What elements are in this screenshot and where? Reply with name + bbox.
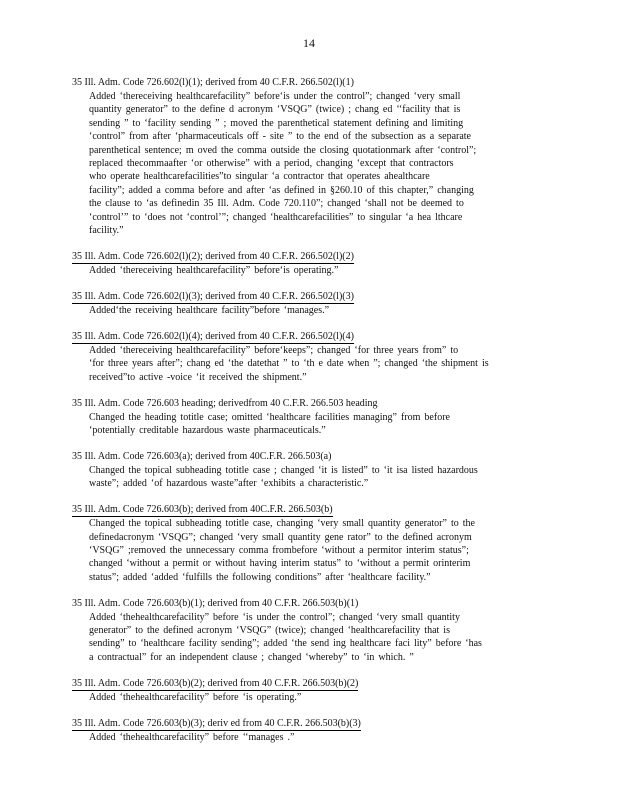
change-description <box>72 304 542 317</box>
description-line: ‘control’” to ‘does not ‘control’”; changed ‘healthcarefacilities” to singular ‘a hea lthcare <box>89 211 463 223</box>
change-description <box>72 611 542 665</box>
citation-line: 35 Ill. Adm. Code 726.603(b)(1); derived from 40 C.F.R. 266.503(b)(1) <box>72 597 359 609</box>
description-line: Added ‘thereceiving healthcarefacility” before‘is under the control”; changed ‘very small <box>89 91 461 102</box>
description-line: sending ” to ‘facility sending ” ; moved the parenthetical statement defining and limiting <box>89 117 464 129</box>
description-line: ‘control” from after ‘pharmaceuticals off - site ” to the end of the subsection as a separate <box>89 131 471 143</box>
description-line: replaced thecommaafter ‘or otherwise” with a period, changing ‘except that contractors <box>89 158 454 170</box>
description-line: Added ‘thehealthcarefacility” before ‘is operating.” <box>89 691 302 703</box>
citation-line: 35 Ill. Adm. Code 726.602(l)(1); derived from 40 C.F.R. 266.502(l)(1) <box>72 77 354 88</box>
description-line: Added ‘thereceiving healthcarefacility” before‘is operating.” <box>89 264 339 276</box>
description-line: the clause to ‘as definedin 35 Ill. Adm. Code 720.110”; changed ‘shall not be deemed to <box>89 198 464 210</box>
description-line: generator” to the defined acronym ‘VSQG” (twice); changed ‘healthcarefacility that is <box>89 625 450 637</box>
citation-line: 35 Ill. Adm. Code 726.603 heading; derivedfrom 40 C.F.R. 266.503 heading <box>72 397 378 409</box>
annotation-entry <box>72 393 542 438</box>
description-line: Added‘the receiving healthcare facility”before ‘manages.” <box>89 304 330 316</box>
description-line: facility.” <box>89 225 124 237</box>
annotation-entry <box>72 326 542 384</box>
citation-line: 35 Ill. Adm. Code 726.602(l)(3); derived from 40 C.F.R. 266.502(l)(3) <box>72 290 354 302</box>
change-description <box>72 344 542 384</box>
annotation-list <box>72 72 542 753</box>
description-line: Changed the topical subheading totitle case, changing ‘very small quantity generator” to the <box>89 518 475 530</box>
description-line: changed ‘without a permit or without having interim status” to ‘without a permit orinterim <box>89 558 471 570</box>
description-line: a contractual” for an independent clause ; changed ‘whereby” to ‘in which. ” <box>89 651 414 663</box>
citation-line: 35 Ill. Adm. Code 726.603(b)(2); derived from 40 C.F.R. 266.503(b)(2) <box>72 677 359 689</box>
annotation-entry <box>72 246 542 277</box>
page-number: 14 <box>303 36 315 50</box>
change-description <box>72 731 542 744</box>
description-line: ‘VSQG” ;removed the unnecessary comma frombefore ‘without a permitor interim status”; <box>89 544 469 556</box>
description-line: ‘potentially creditable hazardous waste pharmaceuticals.” <box>89 424 326 436</box>
description-line: sending” to ‘healthcare facility sending”; added ‘the send ing healthcare faci lity” before ‘has <box>89 638 482 650</box>
description-line: Added ‘thehealthcarefacility” before ‘is under the control”; changed ‘very small quantity <box>89 611 460 623</box>
annotation-entry <box>72 72 542 237</box>
change-description <box>72 464 542 491</box>
annotation-entry <box>72 446 542 491</box>
description-line: parenthetical sentence; m oved the comma outside the closing quotationmark after ‘control”; <box>89 144 477 156</box>
description-line: Changed the topical subheading totitle case ; changed ‘it is listed” to ‘it isa listed hazardous <box>89 464 478 476</box>
description-line: Changed the heading totitle case; omitted ‘healthcare facilities managing” from before <box>89 411 450 423</box>
change-description <box>72 264 542 277</box>
annotation-entry <box>72 593 542 665</box>
change-description <box>72 517 542 584</box>
citation-line: 35 Ill. Adm. Code 726.602(l)(2); derived from 40 C.F.R. 266.502(l)(2) <box>72 250 354 262</box>
annotation-entry <box>72 499 542 584</box>
annotation-entry <box>72 673 542 704</box>
description-line: received”to active -voice ‘it received the shipment.” <box>89 371 307 383</box>
citation-line: 35 Ill. Adm. Code 726.603(b)(3); deriv ed from 40 C.F.R. 266.503(b)(3) <box>72 717 361 729</box>
annotation-entry <box>72 286 542 317</box>
description-line: who operate healthcarefacilities”to singular ‘a contractor that operates ahealthcare <box>89 171 430 183</box>
description-line: status”; added ‘added ‘fulfills the following conditions” after ‘healthcare facility.” <box>89 571 431 583</box>
change-description <box>72 411 542 438</box>
citation-line: 35 Ill. Adm. Code 726.603(b); derived from 40C.F.R. 266.503(b) <box>72 504 333 516</box>
citation-line: 35 Ill. Adm. Code 726.603(a); derived from 40C.F.R. 266.503(a) <box>72 450 332 462</box>
citation-line: 35 Ill. Adm. Code 726.602(l)(4); derived from 40 C.F.R. 266.502(l)(4) <box>72 330 354 342</box>
description-line: waste”; added ‘of hazardous waste”after ‘exhibits a characteristic.” <box>89 478 369 490</box>
description-line: Added ‘thehealthcarefacility” before ‘‘manages .” <box>89 731 295 743</box>
description-line: ‘for three years after”; chang ed ‘the datethat ” to ‘th e date when ”; changed ‘the shipment is <box>89 358 489 370</box>
change-description <box>72 90 542 237</box>
change-description <box>72 691 542 704</box>
annotation-entry <box>72 713 542 744</box>
description-line: definedacronym ‘VSQG”; changed ‘very small quantity gene rator” to the defined acronym <box>89 531 472 543</box>
description-line: quantity generator” to the define d acronym ‘VSQG” (twice) ; chang ed ‘‘facility that is <box>89 104 461 116</box>
description-line: Added ‘thereceiving healthcarefacility” before‘keeps”; changed ‘for three years from” to <box>89 344 459 356</box>
description-line: facility”; added a comma before and after ‘as defined in §260.10 of this chapter,” changing <box>89 184 474 196</box>
